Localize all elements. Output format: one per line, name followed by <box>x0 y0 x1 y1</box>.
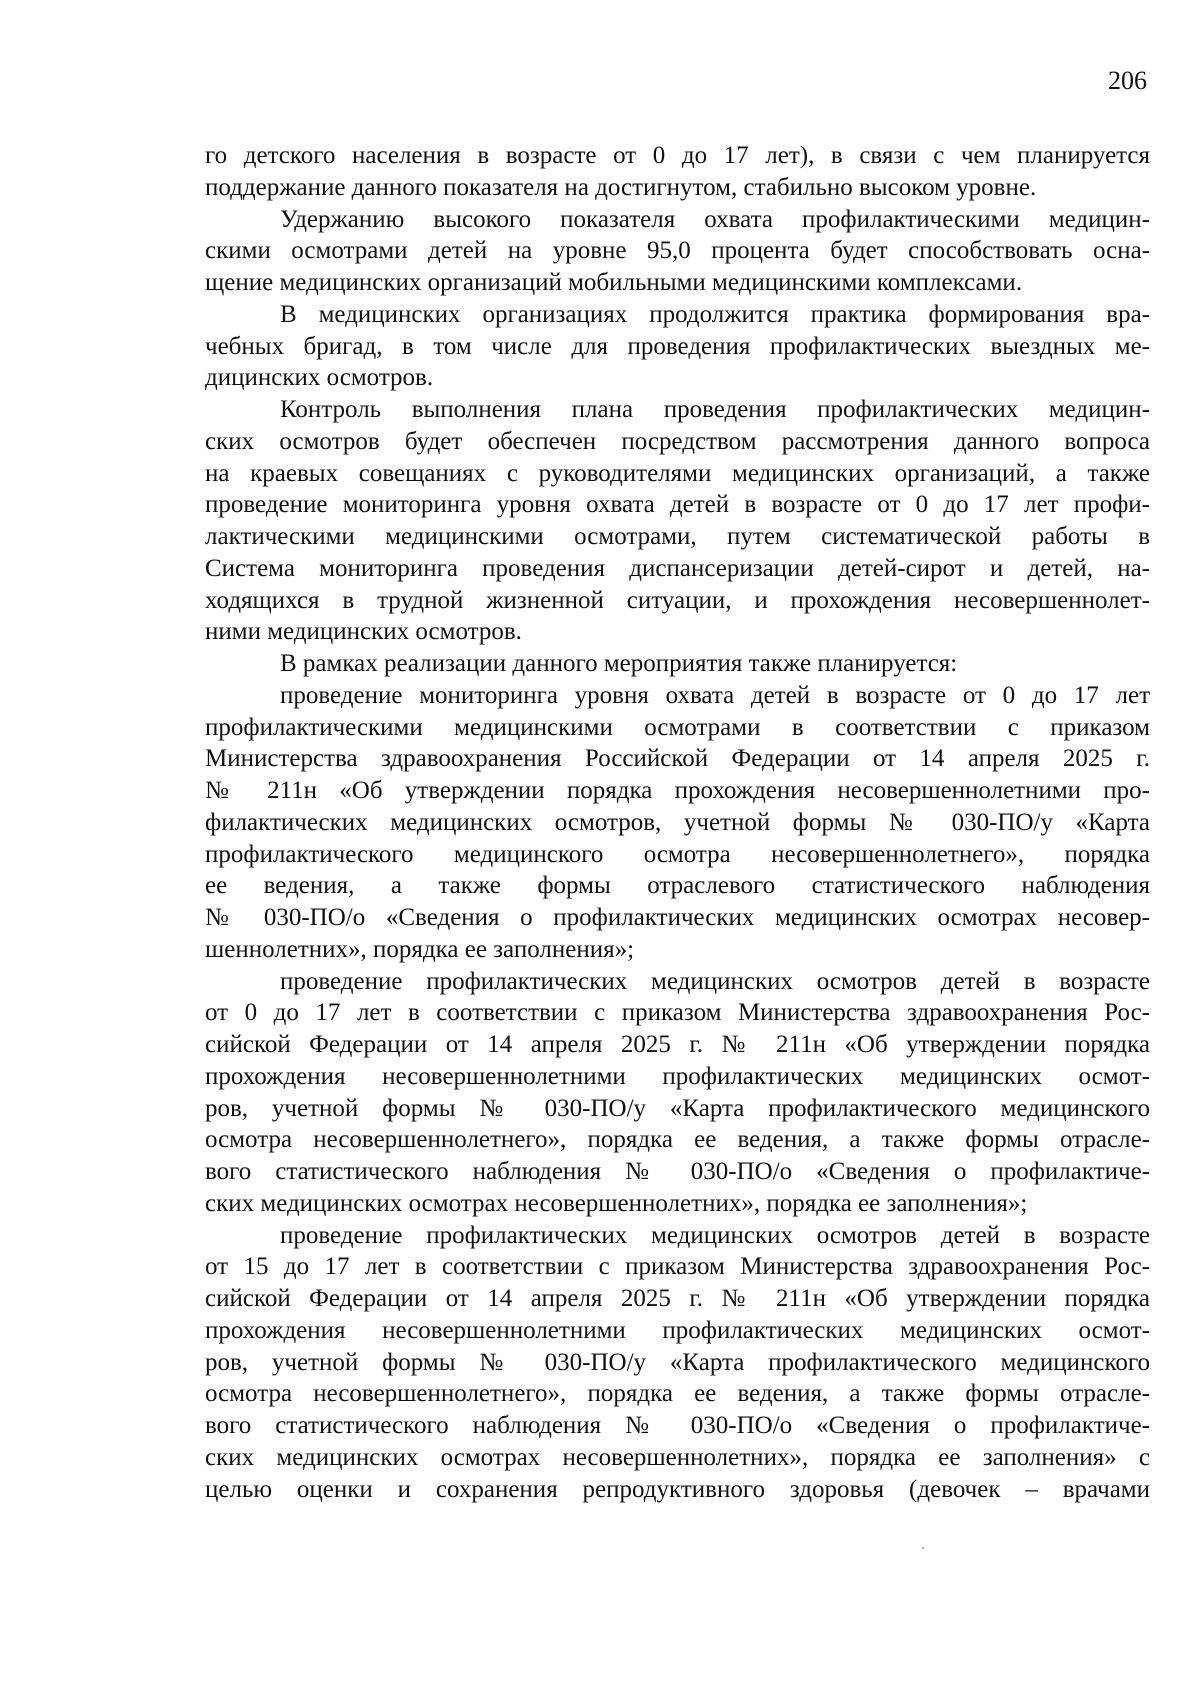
text-line: чебных бригад, в том числе для проведения профилактических выездных ме- <box>205 332 1150 360</box>
text-line: от 15 до 17 лет в соответствии с приказом Министерства здравоохранения Рос- <box>205 1253 1150 1281</box>
text-line: дицинских осмотров. <box>205 364 434 392</box>
paragraph <box>205 140 1150 204</box>
text-line: проведение мониторинга уровня охвата детей в возрасте от 0 до 17 лет <box>280 681 1150 709</box>
text-line: на краевых совещаниях с руководителями медицинских организаций, а также <box>205 459 1150 487</box>
text-line: Удержанию высокого показателя охвата профилактическими медицин- <box>280 205 1150 233</box>
text-line: скими осмотрами детей на уровне 95,0 процента будет способствовать осна- <box>205 237 1150 265</box>
text-line: ских медицинских осмотрах несовершеннолетних», порядка ее заполнения»; <box>205 1189 1028 1217</box>
text-line: ров, учетной формы № 030-ПО/у «Карта профилактического медицинского <box>205 1348 1150 1376</box>
text-line: проведение профилактических медицинских осмотров детей в возрасте <box>280 967 1150 995</box>
text-line: прохождения несовершеннолетними профилактических медицинских осмот- <box>205 1062 1150 1090</box>
paragraph <box>205 680 1150 966</box>
text-line: вого статистического наблюдения № 030-ПО/о «Сведения о профилактиче- <box>205 1158 1150 1185</box>
paragraph <box>205 299 1150 394</box>
text-line: филактических медицинских осмотров, учетной формы № 030-ПО/у «Карта <box>205 808 1150 836</box>
text-line: целью оценки и сохранения репродуктивного здоровья (девочек – врачами <box>205 1475 1150 1503</box>
text-line: проведение профилактических медицинских осмотров детей в возрасте <box>280 1221 1150 1249</box>
text-line: вого статистического наблюдения № 030-ПО/о «Сведения о профилактиче- <box>205 1412 1150 1439</box>
text-line: осмотра несовершеннолетнего», порядка ее ведения, а также формы отрасле- <box>205 1126 1150 1154</box>
text-line: проведение мониторинга уровня охвата детей в возрасте от 0 до 17 лет профи- <box>205 491 1150 519</box>
page-number: 206 <box>1108 66 1147 95</box>
text-line: ских медицинских осмотрах несовершеннолетних», порядка ее заполнения» с <box>205 1443 1150 1471</box>
text-line: от 0 до 17 лет в соответствии с приказом Министерства здравоохранения Рос- <box>205 999 1150 1027</box>
text-line: В рамках реализации данного мероприятия также планируется: <box>280 650 958 677</box>
text-line: ними медицинских осмотров. <box>205 618 522 646</box>
text-line: ских осмотров будет обеспечен посредством рассмотрения данного вопроса <box>205 427 1150 455</box>
paragraph <box>205 966 1150 1220</box>
text-line: шеннолетних», порядка ее заполнения»; <box>205 935 635 963</box>
text-line: лактическими медицинскими осмотрами, путем систематической работы в <box>205 523 1150 550</box>
body-text <box>205 140 1150 1505</box>
text-line: В медицинских организациях продолжится практика формирования вра- <box>280 300 1150 328</box>
text-line: щение медицинских организаций мобильными медицинскими комплексами. <box>205 269 1023 296</box>
text-line: поддержание данного показателя на достигнутом, стабильно высоком уровне. <box>205 173 1037 201</box>
paragraph <box>205 648 1150 680</box>
text-line: прохождения несовершеннолетними профилактических медицинских осмот- <box>205 1316 1150 1344</box>
text-line: ходящихся в трудной жизненной ситуации, и прохождения несовершеннолет- <box>205 586 1150 614</box>
text-line: осмотра несовершеннолетнего», порядка ее ведения, а также формы отрасле- <box>205 1380 1150 1408</box>
text-line: сийской Федерации от 14 апреля 2025 г. № 211н «Об утверждении порядка <box>205 1031 1150 1058</box>
paragraph <box>205 394 1150 648</box>
text-line: № 030-ПО/о «Сведения о профилактических медицинских осмотрах несовер- <box>205 904 1150 931</box>
paragraph <box>205 204 1150 299</box>
text-line: профилактического медицинского осмотра несовершеннолетнего», порядка <box>205 840 1150 868</box>
text-line: сийской Федерации от 14 апреля 2025 г. № 211н «Об утверждении порядка <box>205 1285 1150 1312</box>
text-line: Министерства здравоохранения Российской Федерации от 14 апреля 2025 г. <box>205 745 1150 773</box>
paragraph <box>205 1220 1150 1506</box>
text-line: профилактическими медицинскими осмотрами в соответствии с приказом <box>205 713 1150 741</box>
text-line: ее ведения, а также формы отраслевого статистического наблюдения <box>205 872 1150 900</box>
text-line: Контроль выполнения плана проведения профилактических медицин- <box>280 396 1150 423</box>
text-line: Система мониторинга проведения диспансеризации детей-сирот и детей, на- <box>205 554 1150 582</box>
text-line: го детского населения в возрасте от 0 до 17 лет), в связи с чем планируется <box>205 142 1150 169</box>
scan-speck <box>922 1547 924 1549</box>
text-line: № 211н «Об утверждении порядка прохождения несовершеннолетними про- <box>205 777 1150 804</box>
text-line: ров, учетной формы № 030-ПО/у «Карта профилактического медицинского <box>205 1094 1150 1122</box>
